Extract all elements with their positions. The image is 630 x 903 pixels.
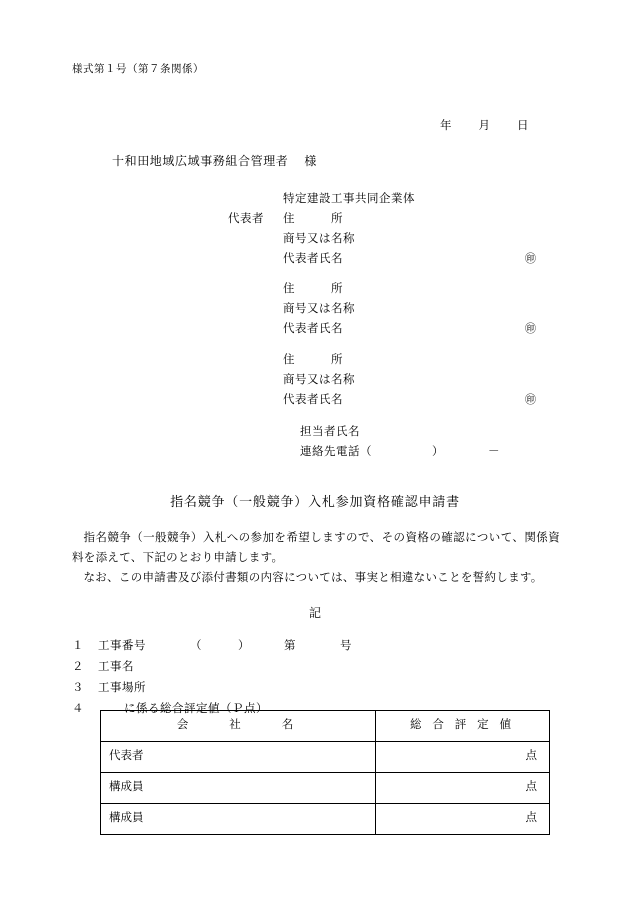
- body-text: [72, 528, 560, 588]
- party-address-row: [283, 281, 543, 301]
- date-line: [440, 118, 530, 135]
- ki-marker: 記: [308, 606, 321, 620]
- contact-tel-dash: －: [488, 446, 500, 458]
- list-item: [72, 659, 352, 680]
- date-day: 日: [517, 120, 530, 132]
- seal-icon: ㊞: [525, 323, 537, 335]
- party-address-label: 住 所: [283, 354, 343, 366]
- page-title: 指名競争（一般競争）入札参加資格確認申請書: [170, 494, 460, 509]
- addressee-honorific: 様: [304, 154, 318, 168]
- party-company-label: 商号又は名称: [283, 233, 355, 245]
- party-block-1: [283, 211, 543, 271]
- seal-icon: ㊞: [525, 253, 537, 265]
- cell-score: 点: [376, 773, 550, 804]
- party-address-row: [283, 352, 543, 372]
- item-dai: 第: [284, 640, 296, 652]
- addressee: [112, 152, 317, 170]
- evaluation-table: [100, 710, 550, 835]
- table-row: [101, 773, 550, 804]
- party-block-2: [283, 281, 543, 341]
- table-header-row: [101, 711, 550, 742]
- party-name-row: [283, 392, 543, 412]
- contact-person-label: 担当者氏名: [300, 426, 360, 438]
- addressee-name: 十和田地域広域事務組合管理者: [112, 154, 289, 168]
- table-row: [101, 742, 550, 773]
- party-block-3: [283, 352, 543, 412]
- party-name-label: 代表者氏名: [283, 323, 343, 335]
- list-item: [72, 638, 352, 659]
- party-company-label: 商号又は名称: [283, 303, 355, 315]
- cell-company: 構成員: [101, 773, 376, 804]
- party-company-row: [283, 372, 543, 392]
- item-label: 工事場所: [98, 682, 146, 694]
- item-label: 工事番号: [98, 640, 146, 652]
- column-header-score: 総 合 評 定 値: [376, 711, 550, 742]
- body-paragraph-2: なお、この申請書及び添付書類の内容については、事実と相違ないことを誓約します。: [83, 572, 543, 585]
- jv-title: 特定建設工事共同企業体: [283, 193, 415, 205]
- body-paragraph-1: 指名競争（一般競争）入札への参加を希望しますので、その資格の確認について、関係資料を添えて、下記のとおり申請します。: [72, 532, 560, 565]
- item-label: 工事名: [98, 661, 134, 673]
- party-name-row: [283, 251, 543, 271]
- cell-score: 点: [376, 804, 550, 835]
- form-number: 様式第１号（第７条関係）: [72, 64, 204, 75]
- item-paren-open: （: [190, 640, 202, 652]
- column-header-company: 会 社 名: [101, 711, 376, 742]
- contact-tel-row: [300, 444, 500, 464]
- table-row: [101, 804, 550, 835]
- date-month: 月: [478, 120, 491, 132]
- party-name-label: 代表者氏名: [283, 253, 343, 265]
- date-year: 年: [440, 120, 453, 132]
- party-name-row: [283, 321, 543, 341]
- cell-company: 構成員: [101, 804, 376, 835]
- party-name-label: 代表者氏名: [283, 394, 343, 406]
- item-go: 号: [340, 640, 352, 652]
- seal-icon: ㊞: [525, 394, 537, 406]
- representative-label: 代表者: [228, 213, 264, 225]
- party-company-row: [283, 231, 543, 251]
- party-address-label: 住 所: [283, 213, 343, 225]
- item-number: ３: [72, 682, 84, 694]
- contact-person-row: [300, 424, 500, 444]
- party-address-label: 住 所: [283, 283, 343, 295]
- contact-tel-label: 連絡先電話（: [300, 446, 372, 458]
- item-paren-close: ）: [238, 640, 250, 652]
- party-company-row: [283, 301, 543, 321]
- party-address-row: [283, 211, 543, 231]
- party-company-label: 商号又は名称: [283, 374, 355, 386]
- list-item: [72, 680, 352, 701]
- cell-score: 点: [376, 742, 550, 773]
- item-number: ２: [72, 661, 84, 673]
- item-number: ４: [72, 703, 84, 715]
- cell-company: 代表者: [101, 742, 376, 773]
- contact-block: [300, 424, 500, 464]
- contact-tel-close: ）: [432, 446, 444, 458]
- item-number: １: [72, 640, 84, 652]
- item-label: に係る総合評定値（Ｐ点）: [124, 703, 268, 715]
